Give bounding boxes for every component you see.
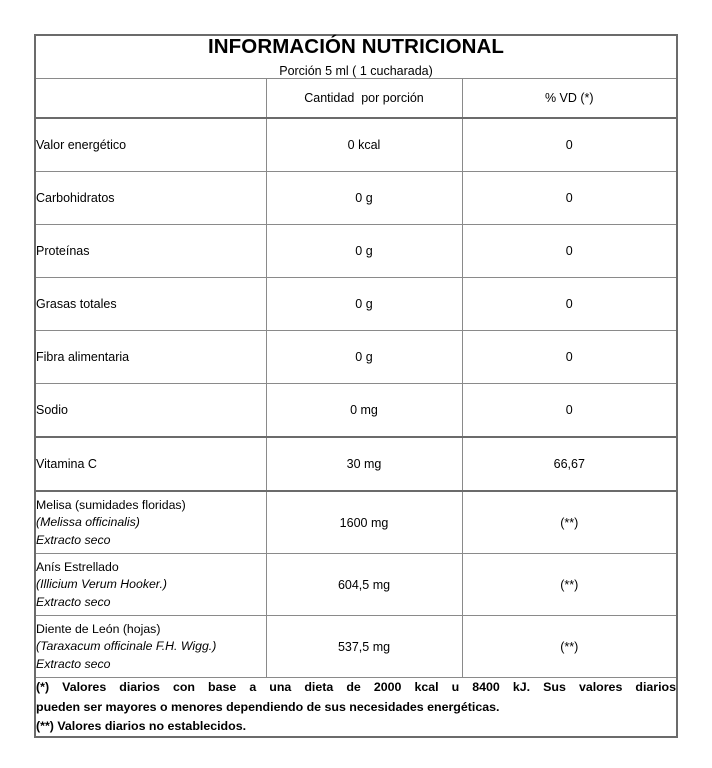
herbal-form: Extracto seco [36, 532, 111, 547]
column-header-name [35, 79, 266, 119]
table-row [35, 278, 677, 331]
column-header-amount: Cantidad por porción [266, 79, 462, 119]
herbal-common-name: Diente de León (hojas) [36, 621, 161, 636]
nutrient-amount: 0 g [266, 331, 462, 384]
nutrient-name: Fibra alimentaria [35, 331, 266, 384]
nutrient-name: Proteínas [35, 225, 266, 278]
herbal-latin-name: (Illicium Verum Hooker.) [36, 577, 167, 592]
nutrition-facts-table [34, 34, 678, 738]
nutrient-vd: 0 [462, 278, 677, 331]
herbal-vd: (**) [462, 491, 677, 554]
table-row [35, 172, 677, 225]
nutrient-name: Sodio [35, 384, 266, 438]
nutrient-name: Valor energético [35, 118, 266, 172]
herbal-form: Extracto seco [36, 594, 111, 609]
herbal-name [35, 616, 266, 678]
footnote-daily-values-line1: (*) Valores diarios con base a una dieta de 2000 kcal u 8400 kJ. Sus valores diarios [36, 680, 677, 695]
nutrient-name: Carbohidratos [35, 172, 266, 225]
title-cell [35, 35, 677, 79]
nutrient-name: Grasas totales [35, 278, 266, 331]
table-row [35, 437, 677, 491]
footnote-daily-values-line2: pueden ser mayores o menores dependiendo de sus necesidades energéticas. [36, 699, 500, 714]
table-row [35, 118, 677, 172]
nutrient-vd: 0 [462, 225, 677, 278]
herbal-form: Extracto seco [36, 656, 111, 671]
nutrient-amount: 0 mg [266, 384, 462, 438]
herbal-common-name: Melisa (sumidades floridas) [36, 497, 186, 512]
serving-size-text: Porción 5 ml ( 1 cucharada) [279, 63, 433, 78]
footnote-row [35, 678, 677, 738]
footnote-cell [35, 678, 677, 738]
herbal-name [35, 491, 266, 554]
column-header-vd: % VD (*) [462, 79, 677, 119]
herbal-vd: (**) [462, 616, 677, 678]
table-row [35, 384, 677, 438]
nutrient-vd: 0 [462, 384, 677, 438]
nutrient-amount: 0 kcal [266, 118, 462, 172]
herbal-common-name: Anís Estrellado [36, 559, 119, 574]
herbal-vd: (**) [462, 554, 677, 616]
nutrient-vd: 0 [462, 172, 677, 225]
herbal-amount: 1600 mg [266, 491, 462, 554]
table-row [35, 331, 677, 384]
nutrient-vd: 66,67 [462, 437, 677, 491]
herbal-amount: 537,5 mg [266, 616, 462, 678]
nutrient-vd: 0 [462, 331, 677, 384]
nutrient-name: Vitamina C [35, 437, 266, 491]
nutrient-amount: 0 g [266, 225, 462, 278]
herbal-latin-name: (Taraxacum officinale F.H. Wigg.) [36, 639, 217, 654]
herbal-latin-name: (Melissa officinalis) [36, 515, 140, 530]
nutrient-amount: 0 g [266, 172, 462, 225]
herbal-amount: 604,5 mg [266, 554, 462, 616]
table-row [35, 491, 677, 554]
nutrient-amount: 30 mg [266, 437, 462, 491]
page-title: INFORMACIÓN NUTRICIONAL [207, 35, 505, 58]
herbal-name [35, 554, 266, 616]
table-row [35, 225, 677, 278]
table-title-row [35, 35, 677, 79]
table-row [35, 616, 677, 678]
table-row [35, 554, 677, 616]
nutrient-vd: 0 [462, 118, 677, 172]
column-header-row [35, 79, 677, 119]
nutrient-amount: 0 g [266, 278, 462, 331]
footnote-not-established: (**) Valores diarios no establecidos. [36, 719, 247, 734]
